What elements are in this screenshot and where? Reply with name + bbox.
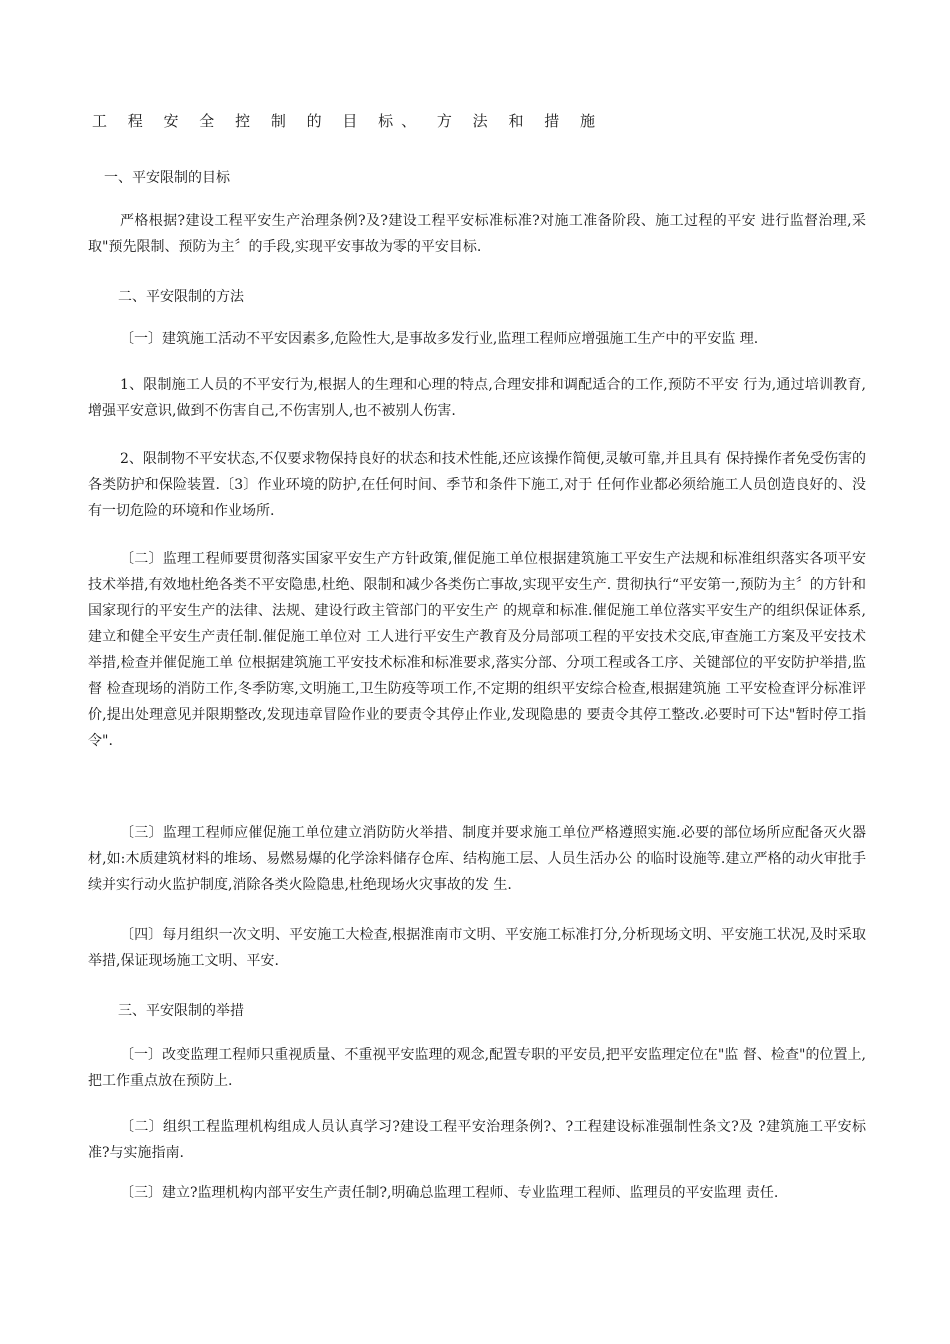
paragraph-measures-2: 〔二〕组织工程监理机构组成人员认真学习?建设工程平安治理条例?、?工程建设标准强制性条文?及 ?建筑施工平安标准?与实施指南. xyxy=(88,1119,866,1161)
paragraph-methods-3: 2、限制物不平安状态,不仅要求物保持良好的状态和技术性能,还应该操作简便,灵敏可靠,并且具有 保持操作者免受伤害的各类防护和保险装置.〔3〕作业环境的防护,在任何时间、季节和条件下施工,对于 任何作业都必须给施工人员创造良好的、没有一切危险的环境和作业场所. xyxy=(88,451,866,519)
section-heading-goals: 一、平安限制的目标 xyxy=(104,170,230,186)
paragraph-goals: 严格根据?建设工程平安生产治理条例?及?建设工程平安标准标准?对施工准备阶段、施工过程的平安 进行监督治理,采取"预先限制、预防为主〞的手段,实现平安事故为零的平安目标. xyxy=(88,213,866,255)
paragraph-methods-4: 〔二〕监理工程师要贯彻落实国家平安生产方针政策,催促施工单位根据建筑施工平安生产法规和标准组织落实各项平安技术举措,有效地杜绝各类不平安隐患,杜绝、限制和减少各类伤亡事故,实现平安生产. 贯彻执行“平安第一,预防为主〞的方针和国家现行的平安生产的法律、法规、建设行政主管部门的平安生产 的规章和标准.催促施工单位落实平安生产的组织保证体系,建立和健全平安生产责任制.催促施工单位对 工人进行平安生产教育及分局部项工程的平安技术交底,审查施工方案及平安技术举措,检查并催促施工单 位根据建筑施工平安技术标准和标准要求,落实分部、分项工程或各工序、关键部位的平安防护举措,监督 检查现场的消防工作,冬季防寒,文明施工,卫生防疫等项工作,不定期的组织平安综合检查,根据建筑施 工平安检查评分标准评价,提出处理意见并限期整改,发现违章冒险作业的要责令其停止作业,发现隐患的 要责令其停工整改.必要时可下达"暂时停工指令". xyxy=(88,551,866,749)
paragraph-measures-1: 〔一〕改变监理工程师只重视质量、不重视平安监理的观念,配置专职的平安员,把平安监理定位在"监 督、检查"的位置上,把工作重点放在预防上. xyxy=(88,1047,866,1089)
section-heading-methods: 二、平安限制的方法 xyxy=(118,289,244,305)
paragraph-methods-2: 1、限制施工人员的不平安行为,根据人的生理和心理的特点,合理安排和调配适合的工作,预防不平安 行为,通过培训教育,增强平安意识,做到不伤害自己,不伤害别人,也不被别人伤害. xyxy=(88,377,866,419)
paragraph-methods-5: 〔三〕监理工程师应催促施工单位建立消防防火举措、制度并要求施工单位严格遵照实施.必要的部位场所应配备灭火器材,如:木质建筑材料的堆场、易燃易爆的化学涂料储存仓库、结构施工层、人员生活办公 的临时设施等.建立严格的动火审批手续并实行动火监护制度,消除各类火险隐患,杜绝现场火灾事故的发 生. xyxy=(88,825,866,893)
section-heading-measures: 三、平安限制的举措 xyxy=(118,1003,244,1019)
paragraph-methods-1: 〔一〕建筑施工活动不平安因素多,危险性大,是事故多发行业,监理工程师应增强施工生产中的平安监 理. xyxy=(120,331,759,347)
document-title: 工 程 安 全 控 制 的 目 标、 方 法 和 措 施 xyxy=(92,112,603,130)
paragraph-measures-3: 〔三〕建立?监理机构内部平安生产责任制?,明确总监理工程师、专业监理工程师、监理员的平安监理 责任. xyxy=(120,1185,779,1201)
paragraph-methods-6: 〔四〕每月组织一次文明、平安施工大检查,根据淮南市文明、平安施工标准打分,分析现场文明、平安施工状况,及时采取举措,保证现场施工文明、平安. xyxy=(88,927,866,969)
